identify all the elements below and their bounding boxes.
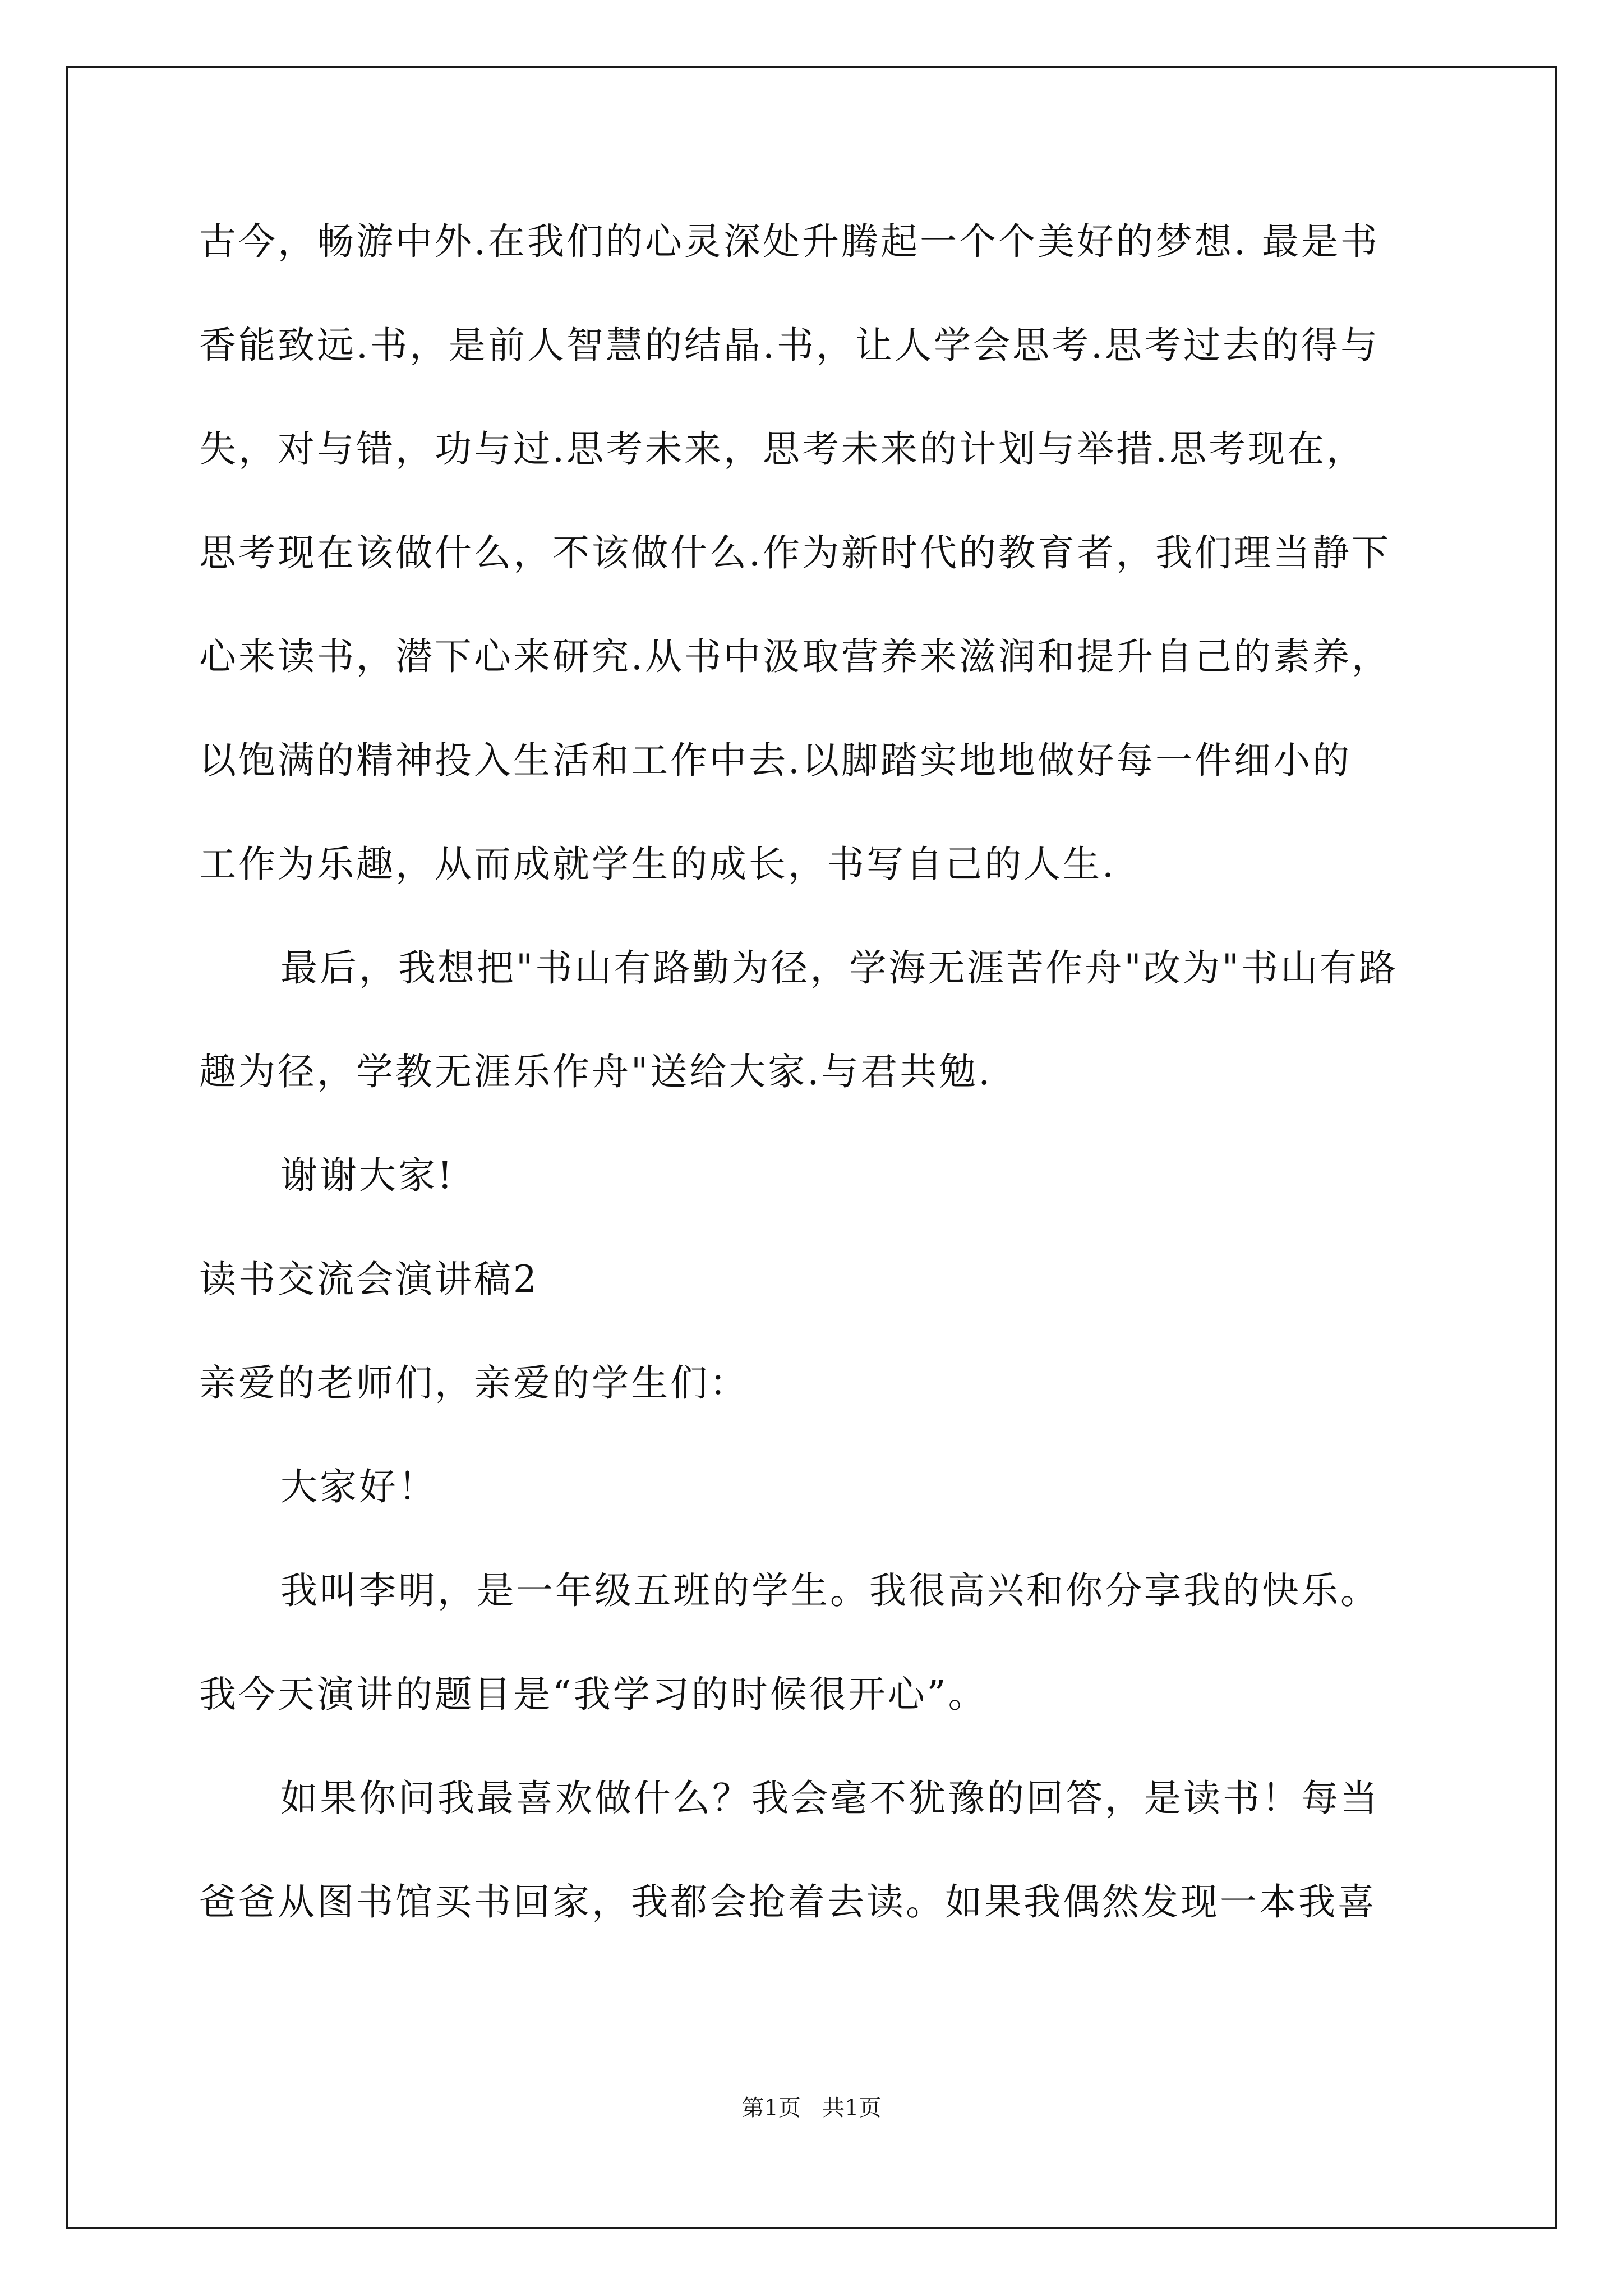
greeting: 大家好！ <box>280 1465 437 1508</box>
body-line: 失，对与错，功与过.思考未来，思考未来的计划与举措.思考现在， <box>199 427 1366 471</box>
body-line: 如果你问我最喜欢做什么？我会毫不犹豫的回答，是读书！每当 <box>280 1777 1380 1820</box>
body-line: 思考现在该做什么，不该做什么.作为新时代的教育者，我们理当静下 <box>199 531 1391 574</box>
page-number-footer: 第1页 共1页 <box>741 2095 882 2121</box>
body-line: 古今，畅游中外.在我们的心灵深处升腾起一个个美好的梦想. 最是书 <box>199 220 1380 263</box>
body-line: 我叫李明，是一年级五班的学生。我很高兴和你分享我的快乐。 <box>280 1569 1380 1612</box>
salutation: 亲爱的老师们，亲爱的学生们： <box>199 1361 749 1405</box>
body-line: 以饱满的精神投入生活和工作中去.以脚踏实地地做好每一件细小的 <box>199 739 1352 782</box>
body-line: 工作为乐趣，从而成就学生的成长，书写自己的人生. <box>199 843 1116 886</box>
body-line: 最后，我想把"书山有路勤为径，学海无涯苦作舟"改为"书山有路 <box>280 946 1399 990</box>
body-line: 趣为径，学教无涯乐作舟"送给大家.与君共勉. <box>199 1050 993 1093</box>
body-line: 爸爸从图书馆买书回家，我都会抢着去读。如果我偶然发现一本我喜 <box>199 1880 1377 1924</box>
body-line: 我今天演讲的题目是“我学习的时候很开心”。 <box>199 1673 988 1716</box>
body-line: 香能致远.书，是前人智慧的结晶.书，让人学会思考.思考过去的得与 <box>199 324 1380 367</box>
closing-line: 谢谢大家! <box>280 1154 455 1197</box>
body-line: 心来读书，潜下心来研究.从书中汲取营养来滋润和提升自己的素养， <box>199 635 1391 678</box>
section-title: 读书交流会演讲稿2 <box>199 1258 539 1301</box>
